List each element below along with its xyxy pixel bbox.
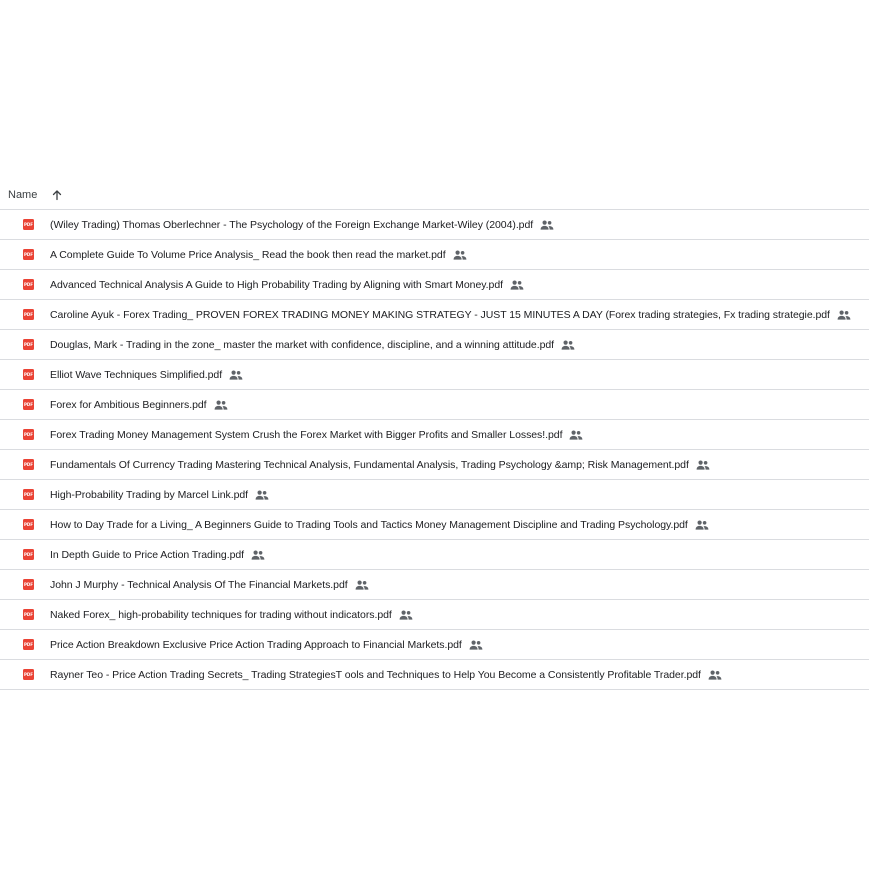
- file-row[interactable]: [0, 420, 869, 450]
- shared-people-icon: [708, 670, 722, 680]
- file-name: Douglas, Mark - Trading in the zone_ master the market with confidence, discipline, and a winning attitude.pdf: [50, 338, 555, 351]
- pdf-file-icon: PDF: [23, 369, 34, 380]
- file-row[interactable]: [0, 540, 869, 570]
- file-name: High-Probability Trading by Marcel Link.pdf: [50, 488, 249, 501]
- file-name: How to Day Trade for a Living_ A Beginners Guide to Trading Tools and Tactics Money Management Discipline and Trading Psychology.pdf: [50, 518, 688, 531]
- shared-people-icon: [255, 490, 269, 500]
- file-name: Forex for Ambitious Beginners.pdf: [50, 398, 207, 411]
- file-name: Rayner Teo - Price Action Trading Secrets_ Trading StrategiesT ools and Techniques to Help You Become a Consistently Profitable Trader.pdf: [50, 668, 701, 681]
- file-row[interactable]: [0, 450, 869, 480]
- pdf-file-icon: PDF: [23, 609, 34, 620]
- pdf-file-icon: PDF: [23, 669, 34, 680]
- shared-people-icon: [399, 610, 413, 620]
- pdf-file-icon: PDF: [23, 489, 34, 500]
- file-list: [0, 180, 869, 690]
- file-name: Elliot Wave Techniques Simplified.pdf: [50, 368, 223, 381]
- pdf-file-icon: PDF: [23, 399, 34, 410]
- name-column-header[interactable]: Name: [8, 188, 38, 201]
- file-row[interactable]: [0, 600, 869, 630]
- list-header: [0, 180, 869, 210]
- pdf-file-icon: PDF: [23, 339, 34, 350]
- file-row[interactable]: [0, 510, 869, 540]
- sort-ascending-arrow-icon[interactable]: [51, 189, 63, 201]
- file-name: A Complete Guide To Volume Price Analysis_ Read the book then read the market.pdf: [50, 248, 446, 261]
- shared-people-icon: [355, 580, 369, 590]
- file-row[interactable]: [0, 210, 869, 240]
- file-name: (Wiley Trading) Thomas Oberlechner - The Psychology of the Foreign Exchange Market-Wiley (2004).pdf: [50, 218, 534, 231]
- shared-people-icon: [696, 460, 710, 470]
- file-name: In Depth Guide to Price Action Trading.pdf: [50, 548, 245, 561]
- shared-people-icon: [229, 370, 243, 380]
- file-name: Naked Forex_ high-probability techniques for trading without indicators.pdf: [50, 608, 392, 621]
- file-row[interactable]: [0, 240, 869, 270]
- shared-people-icon: [540, 220, 554, 230]
- file-row[interactable]: [0, 660, 869, 690]
- file-row[interactable]: [0, 390, 869, 420]
- file-name: John J Murphy - Technical Analysis Of The Financial Markets.pdf: [50, 578, 348, 591]
- file-name: Advanced Technical Analysis A Guide to High Probability Trading by Aligning with Smart Money.pdf: [50, 278, 503, 291]
- file-row[interactable]: [0, 300, 869, 330]
- shared-people-icon: [837, 310, 851, 320]
- file-row[interactable]: [0, 360, 869, 390]
- file-rows: [0, 210, 869, 690]
- file-name: Caroline Ayuk - Forex Trading_ PROVEN FOREX TRADING MONEY MAKING STRATEGY - JUST 15 MINUTES A DAY (Forex trading strategies, Fx trading strategie.pdf: [50, 308, 830, 321]
- shared-people-icon: [214, 400, 228, 410]
- file-row[interactable]: [0, 570, 869, 600]
- pdf-file-icon: PDF: [23, 549, 34, 560]
- shared-people-icon: [510, 280, 524, 290]
- file-row[interactable]: [0, 330, 869, 360]
- file-row[interactable]: [0, 270, 869, 300]
- pdf-file-icon: PDF: [23, 309, 34, 320]
- pdf-file-icon: PDF: [23, 279, 34, 290]
- pdf-file-icon: PDF: [23, 639, 34, 650]
- pdf-file-icon: PDF: [23, 519, 34, 530]
- file-row[interactable]: [0, 480, 869, 510]
- file-name: Forex Trading Money Management System Crush the Forex Market with Bigger Profits and Smaller Losses!.pdf: [50, 428, 563, 441]
- shared-people-icon: [561, 340, 575, 350]
- pdf-file-icon: PDF: [23, 429, 34, 440]
- pdf-file-icon: PDF: [23, 579, 34, 590]
- file-name: Fundamentals Of Currency Trading Mastering Technical Analysis, Fundamental Analysis, Trading Psychology &amp; Risk Management.pdf: [50, 458, 689, 471]
- pdf-file-icon: PDF: [23, 459, 34, 470]
- shared-people-icon: [569, 430, 583, 440]
- shared-people-icon: [251, 550, 265, 560]
- file-row[interactable]: [0, 630, 869, 660]
- shared-people-icon: [469, 640, 483, 650]
- shared-people-icon: [453, 250, 467, 260]
- shared-people-icon: [695, 520, 709, 530]
- pdf-file-icon: PDF: [23, 219, 34, 230]
- pdf-file-icon: PDF: [23, 249, 34, 260]
- file-name: Price Action Breakdown Exclusive Price Action Trading Approach to Financial Markets.pdf: [50, 638, 462, 651]
